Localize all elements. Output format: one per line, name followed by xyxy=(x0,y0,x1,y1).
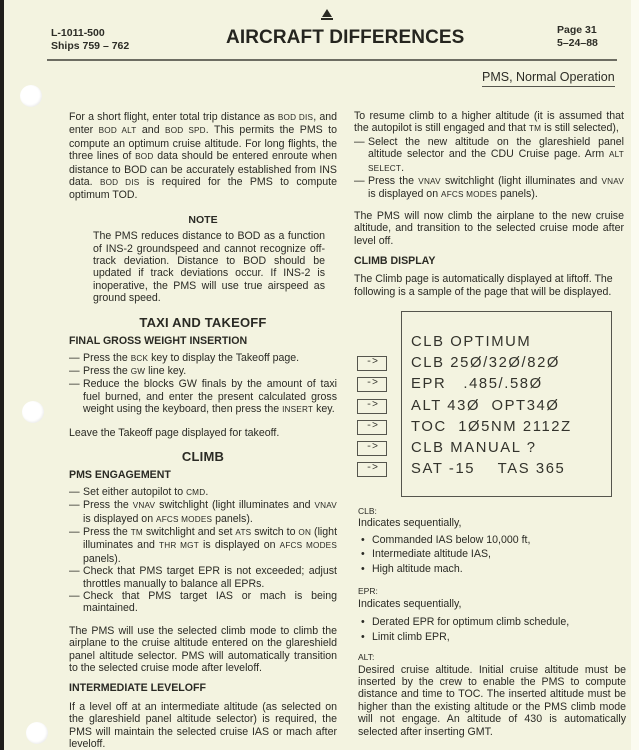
cdu-legend xyxy=(358,505,626,738)
list-item: • Derated EPR for optimum climb schedule, xyxy=(361,616,570,629)
list-item: — Press the VNAV switchlight (light illuminates and VNAV is displayed on AFCS MODES panels). xyxy=(354,175,624,201)
resume-climb-body: The PMS will now climb the airplane to the new cruise altitude, and transition to the selected cruise mode after level off. xyxy=(354,209,624,247)
list-item: — Press the VNAV switchlight (light illuminates and VNAV is displayed on AFCS MODES panels). xyxy=(69,499,337,525)
note-body: The PMS reduces distance to BOD as a function of INS-2 groundspeed and cannot recognize off-track deviation. Distance to BOD should be updated if track deviations occur. If INS-2 is inoperative, the PMS will use true airspeed as ground speed. xyxy=(93,230,325,305)
intermediate-leveloff-body: If a level off at an intermediate altitude (as selected on the glareshield panel altitude selector) is required, the PMS will maintain the selected cruise IAS or mach after leveloff. xyxy=(69,700,337,750)
clb-label: CLB: xyxy=(358,506,377,516)
line-select-key-6: -> xyxy=(357,462,387,477)
taxi-takeoff-heading: TAXI AND TAKEOFF xyxy=(139,314,267,330)
cdu-line-clb: CLB 25Ø/32Ø/82Ø xyxy=(411,355,561,371)
punch-hole-bottom xyxy=(26,722,48,744)
list-item: • Commanded IAS below 10,000 ft, xyxy=(361,533,531,546)
list-item: — Reduce the blocks GW finals by the amount of taxi fuel burned, and enter the present calculated gross weight using the keyboard, then press the INSERT key. xyxy=(69,378,337,416)
pms-engagement-steps xyxy=(69,486,337,615)
revision-date: 5–24–88 xyxy=(557,37,598,49)
intermediate-leveloff-heading: INTERMEDIATE LEVELOFF xyxy=(69,682,206,695)
cdu-line-alt: ALT 43Ø OPT34Ø xyxy=(411,398,560,414)
line-select-key-2: -> xyxy=(357,377,387,392)
resume-climb-steps xyxy=(354,136,624,202)
resume-climb-paragraph: To resume climb to a higher altitude (it is assumed that the autopilot is still engaged and that TM is still selected), xyxy=(354,110,624,135)
climb-heading: CLIMB xyxy=(181,448,225,464)
gross-weight-steps xyxy=(69,352,337,417)
epr-label: EPR: xyxy=(358,586,378,597)
page-number: Page 31 xyxy=(557,24,597,36)
section-tag: PMS, Normal Operation xyxy=(482,70,615,87)
line-select-key-3: -> xyxy=(357,399,387,414)
pms-engagement-heading: PMS ENGAGEMENT xyxy=(69,469,171,482)
line-select-key-1: -> xyxy=(357,356,387,371)
cdu-line-sat-tas: SAT -15 TAS 365 xyxy=(411,461,566,477)
line-select-key-4: -> xyxy=(357,420,387,435)
document-page xyxy=(4,0,639,750)
header-divider xyxy=(47,59,617,61)
punch-hole-middle xyxy=(22,401,44,423)
punch-hole-top xyxy=(20,85,42,107)
intro-paragraph: For a short flight, enter total trip distance as BOD DIS, and enter BOD ALT and BOD SPD. This permits the PMS to compute an optimum cruise altitude. For long flights, the three lines of BOD data should be entered enroute when distance to BOD can be accurately established from INS data. BOD DIS is required for the PMS to compute optimum TOD. xyxy=(69,111,337,202)
cdu-line-epr: EPR .485/.58Ø xyxy=(411,376,543,392)
list-item: — Check that PMS target IAS or mach is being maintained. xyxy=(69,590,337,615)
clb-bullets xyxy=(358,533,626,577)
takeoff-closing: Leave the Takeoff page displayed for takeoff. xyxy=(69,426,280,439)
right-column xyxy=(354,110,624,298)
line-select-key-5: -> xyxy=(357,441,387,456)
list-item: — Check that PMS target EPR is not exceeded; adjust throttles manually to balance all EPRs. xyxy=(69,565,337,590)
list-item: — Press the BCK key to display the Takeoff page. xyxy=(69,351,300,364)
header-page-info xyxy=(557,24,598,50)
list-item: — Select the new altitude on the glareshield panel altitude selector and the CDU Cruise page. Arm ALT SELECT. xyxy=(354,135,624,174)
header-aircraft-info xyxy=(51,27,129,53)
ship-numbers: Ships 759 – 762 xyxy=(51,40,130,52)
cdu-climb-page xyxy=(401,311,612,497)
list-item: — Press the TM switchlight and set ATS switch to ON (light illuminates and THR MGT is displayed on AFCS MODES panels). xyxy=(69,525,338,565)
list-item: • High altitude mach. xyxy=(361,562,463,575)
gross-weight-heading: FINAL GROSS WEIGHT INSERTION xyxy=(69,335,248,348)
aircraft-model: L-1011-500 xyxy=(51,27,105,39)
cdu-line-title: CLB OPTIMUM xyxy=(411,334,532,350)
alt-label: ALT: xyxy=(358,652,375,663)
left-column xyxy=(69,110,337,750)
list-item: • Limit climb EPR, xyxy=(361,630,450,643)
epr-bullets xyxy=(358,615,626,644)
climb-display-body: The Climb page is automatically displayed at liftoff. The following is a sample of the page that will be displayed. xyxy=(354,273,613,298)
lockheed-star-icon xyxy=(320,9,334,21)
climb-display-heading: CLIMB DISPLAY xyxy=(354,255,436,268)
list-item: • Intermediate altitude IAS, xyxy=(361,548,491,561)
page-edge-strip xyxy=(631,0,639,750)
alt-body: Desired cruise altitude. Initial cruise altitude must be inserted by the crew to enable the PMS to compute distance and time to TOC. The inserted altitude must be higher than the existing altitude or the PMS climb mode will not engage. An altitude of 430 is automatically selected after inserting GMT. xyxy=(358,663,626,738)
epr-intro: Indicates sequentially, xyxy=(358,597,462,610)
list-item: — Press the GW line key. xyxy=(69,364,187,377)
page-title: AIRCRAFT DIFFERENCES xyxy=(226,27,465,48)
climb-body: The PMS will use the selected climb mode to climb the airplane to the cruise altitude entered on the glareshield panel altitude selector. PMS will automatically transition to the selected cruise mode after leveloff. xyxy=(69,624,337,675)
cdu-line-toc: TOC 1Ø5NM 2112Z xyxy=(411,419,572,435)
note-heading: NOTE xyxy=(188,213,218,226)
list-item: — Set either autopilot to CMD. xyxy=(69,485,209,498)
cdu-line-clb-manual: CLB MANUAL ? xyxy=(411,440,537,456)
clb-intro: Indicates sequentially, xyxy=(358,517,462,530)
